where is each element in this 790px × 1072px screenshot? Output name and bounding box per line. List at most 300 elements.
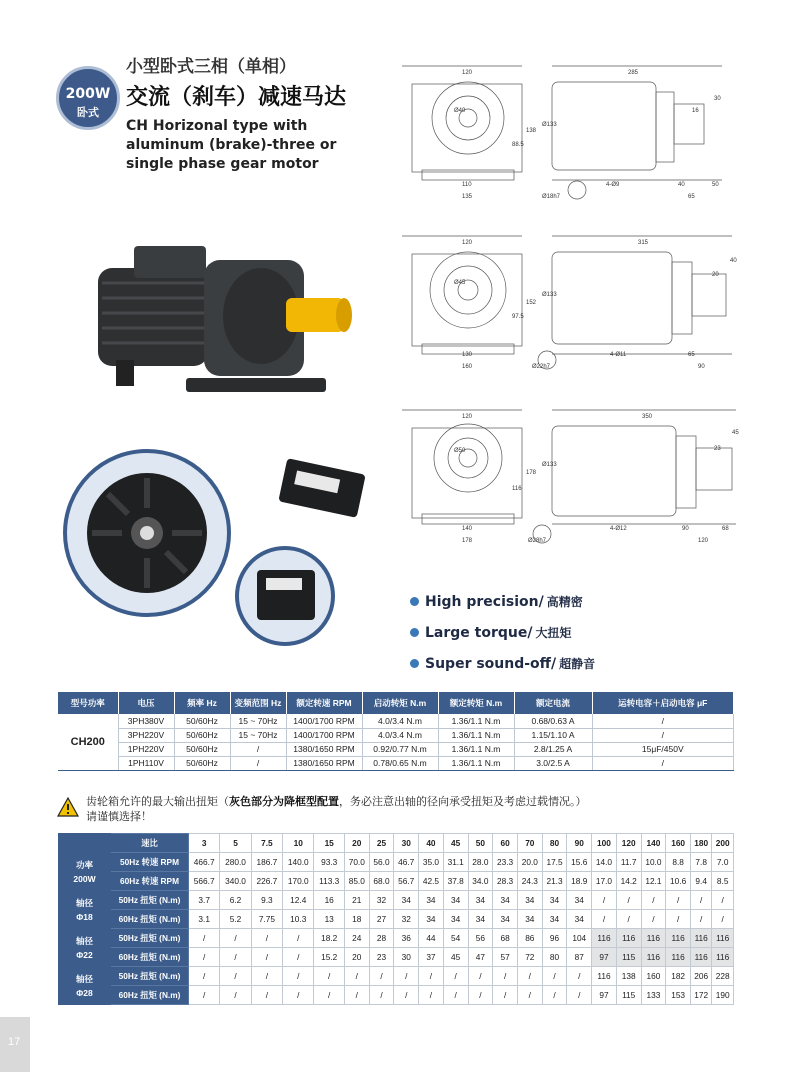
spec-row xyxy=(58,742,734,756)
dim-text: 285 xyxy=(628,70,639,76)
dim-text: 65 xyxy=(688,194,695,200)
torque-cell: / xyxy=(369,986,394,1005)
torque-cell: 182 xyxy=(666,967,691,986)
spec-cell: 1380/1650 RPM xyxy=(286,742,362,756)
torque-cell: / xyxy=(468,986,493,1005)
torque-cell: 34 xyxy=(517,910,542,929)
ratio-cell: 45 xyxy=(443,834,468,853)
torque-cell: 24.3 xyxy=(517,872,542,891)
torque-cell: 7.0 xyxy=(712,853,734,872)
title-cn-line2: 交流（刹车）减速马达 xyxy=(126,85,347,110)
torque-cell: / xyxy=(220,948,251,967)
ratio-cell: 10 xyxy=(283,834,314,853)
ratio-cell: 200 xyxy=(712,834,734,853)
torque-cell: / xyxy=(251,929,282,948)
page-number: 17 xyxy=(8,1036,21,1048)
spec-cell: 1400/1700 RPM xyxy=(286,714,362,728)
torque-cell: / xyxy=(189,948,220,967)
group-name-line1: 轴径 xyxy=(75,973,93,984)
spec-cell: 0.92/0.77 N.m xyxy=(362,742,438,756)
dim-text: 120 xyxy=(462,240,473,246)
torque-cell: / xyxy=(542,967,567,986)
ratio-cell: 90 xyxy=(567,834,592,853)
feature-item xyxy=(410,617,595,648)
warning-line1-bold: 灰色部分为降框型配置 xyxy=(229,795,339,808)
gear-motor-image xyxy=(86,228,366,408)
spec-cell: / xyxy=(230,742,286,756)
torque-cell: 116 xyxy=(690,929,711,948)
spec-cell: 0.68/0.63 A xyxy=(514,714,592,728)
torque-group-cell xyxy=(59,967,111,1005)
ratio-cell: 7.5 xyxy=(251,834,282,853)
spec-header: 启动转矩 N.m xyxy=(362,692,438,714)
torque-cell: 3.7 xyxy=(189,891,220,910)
ratio-cell: 70 xyxy=(517,834,542,853)
torque-row-label: 50Hz 扭矩 (N.m) xyxy=(111,929,189,948)
torque-cell: 28.3 xyxy=(493,872,518,891)
torque-cell: / xyxy=(344,967,369,986)
ratio-cell: 60 xyxy=(493,834,518,853)
group-name-line2: Φ18 xyxy=(76,911,93,922)
spec-cell: 50/60Hz xyxy=(174,714,230,728)
spec-cell: 1400/1700 RPM xyxy=(286,728,362,742)
torque-cell: 87 xyxy=(567,948,592,967)
torque-table xyxy=(58,833,734,1005)
torque-cell: 228 xyxy=(712,967,734,986)
spec-cell: 15 ~ 70Hz xyxy=(230,714,286,728)
dim-text: 90 xyxy=(698,364,705,370)
brake-rectifier-image xyxy=(62,448,372,648)
torque-cell: 72 xyxy=(517,948,542,967)
torque-cell: 8.8 xyxy=(666,853,691,872)
torque-cell: 116 xyxy=(641,929,666,948)
dim-text: 30 xyxy=(714,96,721,102)
torque-cell: 11.7 xyxy=(616,853,641,872)
dim-text: 315 xyxy=(638,240,649,246)
spec-header: 额定转矩 N.m xyxy=(438,692,514,714)
torque-group-cell xyxy=(59,853,111,891)
torque-group-cell xyxy=(59,929,111,967)
torque-cell: 30 xyxy=(394,948,419,967)
torque-cell: 116 xyxy=(666,948,691,967)
torque-cell: 20 xyxy=(344,948,369,967)
torque-group-cell xyxy=(59,891,111,929)
badge-power: 200W xyxy=(65,86,111,102)
torque-cell: / xyxy=(251,967,282,986)
torque-cell: / xyxy=(283,948,314,967)
dim-text: Ø40 xyxy=(454,108,466,114)
torque-cell: 12.1 xyxy=(641,872,666,891)
dim-text: Ø18h7 xyxy=(542,194,561,200)
dim-text: Ø133 xyxy=(542,462,557,468)
torque-cell: 18.9 xyxy=(567,872,592,891)
torque-cell: / xyxy=(220,929,251,948)
torque-cell: 116 xyxy=(712,948,734,967)
feature-cn: 高精密 xyxy=(546,595,583,609)
torque-cell: 15.6 xyxy=(567,853,592,872)
torque-row-label: 60Hz 扭矩 (N.m) xyxy=(111,910,189,929)
torque-cell: 28.0 xyxy=(468,853,493,872)
torque-cell: / xyxy=(666,910,691,929)
torque-row-label: 60Hz 扭矩 (N.m) xyxy=(111,948,189,967)
group-name-line1: 轴径 xyxy=(75,935,93,946)
torque-cell: / xyxy=(283,967,314,986)
torque-cell: 3.1 xyxy=(189,910,220,929)
dim-text: 40 xyxy=(678,182,685,188)
torque-cell: / xyxy=(394,986,419,1005)
torque-cell: 56 xyxy=(468,929,493,948)
dim-text: 65 xyxy=(688,352,695,358)
dim-text: 4-Ø12 xyxy=(610,526,627,532)
torque-cell: 34 xyxy=(517,891,542,910)
ratio-cell: 15 xyxy=(314,834,344,853)
torque-cell: 15.2 xyxy=(314,948,344,967)
spec-header: 电压 xyxy=(118,692,174,714)
torque-cell: 86 xyxy=(517,929,542,948)
torque-cell: 172 xyxy=(690,986,711,1005)
model-cell: CH200 xyxy=(58,714,118,770)
ratio-cell: 140 xyxy=(641,834,666,853)
spec-cell: / xyxy=(592,714,734,728)
torque-cell: 34 xyxy=(419,910,444,929)
ratio-label: 速比 xyxy=(111,834,189,853)
torque-cell: 24 xyxy=(344,929,369,948)
torque-cell: / xyxy=(443,986,468,1005)
feature-cn: 大扭矩 xyxy=(535,626,572,640)
torque-cell: / xyxy=(493,967,518,986)
torque-row xyxy=(59,853,734,872)
torque-row xyxy=(59,929,734,948)
dim-text: 88.5 xyxy=(512,142,524,148)
dim-text: 23 xyxy=(714,446,721,452)
torque-cell: 80 xyxy=(542,948,567,967)
torque-cell: 10.6 xyxy=(666,872,691,891)
dim-text: 178 xyxy=(462,538,473,544)
dim-text: 110 xyxy=(462,182,472,188)
dim-text: 40 xyxy=(730,258,737,264)
torque-cell: / xyxy=(394,967,419,986)
torque-cell: / xyxy=(517,967,542,986)
feature-item xyxy=(410,586,595,617)
torque-cell: / xyxy=(493,986,518,1005)
dim-text: 138 xyxy=(526,128,537,134)
torque-cell: / xyxy=(616,891,641,910)
torque-cell: 10.0 xyxy=(641,853,666,872)
spec-cell: 1380/1650 RPM xyxy=(286,756,362,770)
spec-cell: 15 ~ 70Hz xyxy=(230,728,286,742)
torque-cell: / xyxy=(314,986,344,1005)
bullet-icon xyxy=(410,628,419,637)
dim-text: 97.5 xyxy=(512,314,524,320)
ratio-cell: 80 xyxy=(542,834,567,853)
dim-text: Ø133 xyxy=(542,292,557,298)
dim-text: 45 xyxy=(732,430,739,436)
torque-cell: 34 xyxy=(542,910,567,929)
dim-text: 135 xyxy=(462,194,473,200)
torque-cell: / xyxy=(542,986,567,1005)
feature-sep: / xyxy=(538,593,544,610)
spec-row xyxy=(58,728,734,742)
torque-cell: 14.0 xyxy=(592,853,617,872)
torque-cell: 12.4 xyxy=(283,891,314,910)
torque-row xyxy=(59,910,734,929)
feature-en: High precision xyxy=(425,593,539,610)
torque-cell: 6.2 xyxy=(220,891,251,910)
ratio-cell: 40 xyxy=(419,834,444,853)
torque-cell: 14.2 xyxy=(616,872,641,891)
spec-cell: / xyxy=(592,756,734,770)
dimension-drawing-3 xyxy=(392,406,752,544)
feature-en: Super sound-off xyxy=(425,655,552,672)
spec-cell: 1PH110V xyxy=(118,756,174,770)
title-en: CH Horizonal type with aluminum (brake)-three or single phase gear motor xyxy=(126,118,337,172)
badge-type: 卧式 xyxy=(77,106,99,119)
torque-cell: 8.5 xyxy=(712,872,734,891)
feature-sep: / xyxy=(551,655,557,672)
torque-cell: 115 xyxy=(616,986,641,1005)
torque-cell: 97 xyxy=(592,986,617,1005)
dim-text: 90 xyxy=(682,526,689,532)
torque-cell: / xyxy=(712,891,734,910)
dim-text: 120 xyxy=(462,414,473,420)
torque-cell: 116 xyxy=(592,967,617,986)
spec-header: 额定电流 xyxy=(514,692,592,714)
torque-cell: 44 xyxy=(419,929,444,948)
torque-cell: / xyxy=(220,967,251,986)
torque-cell: 36 xyxy=(394,929,419,948)
torque-cell: / xyxy=(344,986,369,1005)
torque-cell: 21.3 xyxy=(542,872,567,891)
dim-text: 178 xyxy=(526,470,537,476)
torque-cell: 340.0 xyxy=(220,872,251,891)
torque-cell: 104 xyxy=(567,929,592,948)
spec-header: 频率 Hz xyxy=(174,692,230,714)
torque-cell: 116 xyxy=(592,929,617,948)
ratio-cell: 100 xyxy=(592,834,617,853)
spec-cell: 50/60Hz xyxy=(174,728,230,742)
feature-item xyxy=(410,648,595,679)
spec-header: 额定转速 RPM xyxy=(286,692,362,714)
torque-cell: 56.7 xyxy=(394,872,419,891)
ratio-cell: 50 xyxy=(468,834,493,853)
torque-cell: 20.0 xyxy=(517,853,542,872)
torque-cell: 85.0 xyxy=(344,872,369,891)
group-name-line2: 200W xyxy=(73,873,96,884)
dim-text: 120 xyxy=(462,70,473,76)
ratio-cell: 160 xyxy=(666,834,691,853)
feature-sep: / xyxy=(527,624,533,641)
torque-cell: 140.0 xyxy=(283,853,314,872)
group-name-line1: 轴径 xyxy=(75,897,93,908)
torque-cell: 27 xyxy=(369,910,394,929)
spec-cell: 3.0/2.5 A xyxy=(514,756,592,770)
torque-cell: 34 xyxy=(394,891,419,910)
spec-header-row xyxy=(58,692,734,714)
torque-cell: 54 xyxy=(443,929,468,948)
torque-cell: 34 xyxy=(493,910,518,929)
torque-cell: 93.3 xyxy=(314,853,344,872)
torque-cell: 34 xyxy=(542,891,567,910)
spec-cell: 4.0/3.4 N.m xyxy=(362,728,438,742)
torque-row-label: 50Hz 转速 RPM xyxy=(111,853,189,872)
spec-cell: 15μF/450V xyxy=(592,742,734,756)
torque-cell: 17.0 xyxy=(592,872,617,891)
torque-row-label: 50Hz 扭矩 (N.m) xyxy=(111,967,189,986)
dim-text: Ø22h7 xyxy=(532,364,551,370)
feature-list xyxy=(410,586,595,679)
torque-cell: / xyxy=(567,967,592,986)
spec-cell: 2.8/1.25 A xyxy=(514,742,592,756)
dim-text: 140 xyxy=(462,526,473,532)
torque-cell: 21 xyxy=(344,891,369,910)
torque-row xyxy=(59,948,734,967)
dim-text: Ø28h7 xyxy=(528,538,547,544)
torque-cell: / xyxy=(666,891,691,910)
torque-row-label: 60Hz 转速 RPM xyxy=(111,872,189,891)
torque-cell: 116 xyxy=(666,929,691,948)
torque-cell: 160 xyxy=(641,967,666,986)
torque-cell: / xyxy=(251,986,282,1005)
group-name-line1: 功率 xyxy=(75,859,93,870)
dim-text: 116 xyxy=(512,486,522,492)
torque-cell: / xyxy=(690,891,711,910)
warning-line2: 请谨慎选择！ xyxy=(86,810,152,823)
torque-row-label: 50Hz 扭矩 (N.m) xyxy=(111,891,189,910)
torque-cell: 97 xyxy=(592,948,617,967)
torque-cell: 70.0 xyxy=(344,853,369,872)
torque-cell: 116 xyxy=(641,948,666,967)
torque-cell: 34 xyxy=(443,910,468,929)
spec-table xyxy=(58,692,734,771)
dim-text: Ø50 xyxy=(454,448,466,454)
torque-cell: 190 xyxy=(712,986,734,1005)
torque-cell: 133 xyxy=(641,986,666,1005)
dim-text: 68 xyxy=(722,526,729,532)
torque-cell: 116 xyxy=(690,948,711,967)
torque-cell: 566.7 xyxy=(189,872,220,891)
torque-cell: / xyxy=(443,967,468,986)
torque-cell: / xyxy=(419,986,444,1005)
torque-cell: 116 xyxy=(616,929,641,948)
dim-text: 120 xyxy=(698,538,709,544)
torque-cell: / xyxy=(616,910,641,929)
spec-cell: 1.36/1.1 N.m xyxy=(438,714,514,728)
torque-row-label: 60Hz 扭矩 (N.m) xyxy=(111,986,189,1005)
torque-cell: 35.0 xyxy=(419,853,444,872)
spec-cell: 0.78/0.65 N.m xyxy=(362,756,438,770)
spec-cell: / xyxy=(592,728,734,742)
feature-cn: 超静音 xyxy=(559,657,596,671)
ratio-cell: 5 xyxy=(220,834,251,853)
torque-cell: / xyxy=(517,986,542,1005)
torque-cell: / xyxy=(690,910,711,929)
torque-cell: 7.75 xyxy=(251,910,282,929)
dim-text: 20 xyxy=(712,272,719,278)
torque-cell: 68 xyxy=(493,929,518,948)
torque-cell: / xyxy=(251,948,282,967)
torque-cell: 16 xyxy=(314,891,344,910)
torque-cell: 206 xyxy=(690,967,711,986)
warning-line1-post: ，务必注意出轴的径向承受扭矩及考虑过载情况。） xyxy=(339,795,587,808)
bullet-icon xyxy=(410,597,419,606)
spec-cell: 50/60Hz xyxy=(174,742,230,756)
torque-cell: / xyxy=(592,891,617,910)
dimension-drawing-1 xyxy=(392,62,752,200)
torque-cell: 42.5 xyxy=(419,872,444,891)
spec-cell: 3PH220V xyxy=(118,728,174,742)
torque-cell: 31.1 xyxy=(443,853,468,872)
torque-cell: / xyxy=(641,891,666,910)
torque-cell: 226.7 xyxy=(251,872,282,891)
bullet-icon xyxy=(410,659,419,668)
ratio-cell: 180 xyxy=(690,834,711,853)
dim-text: Ø133 xyxy=(542,122,557,128)
torque-cell: 13 xyxy=(314,910,344,929)
torque-cell: 280.0 xyxy=(220,853,251,872)
dim-text: 4-Ø11 xyxy=(610,352,627,358)
dim-text: 16 xyxy=(692,108,699,114)
torque-cell: / xyxy=(369,967,394,986)
dim-text: 50 xyxy=(712,182,719,188)
torque-cell: 34.0 xyxy=(468,872,493,891)
feature-en: Large torque xyxy=(425,624,528,641)
torque-cell: 115 xyxy=(616,948,641,967)
torque-cell: 57 xyxy=(493,948,518,967)
torque-row xyxy=(59,872,734,891)
torque-cell: 32 xyxy=(369,891,394,910)
torque-corner-cell xyxy=(59,834,111,853)
group-name-line2: Φ22 xyxy=(76,949,93,960)
torque-row xyxy=(59,986,734,1005)
torque-cell: 5.2 xyxy=(220,910,251,929)
warning-line1-pre: 齿轮箱允许的最大输出扭矩（ xyxy=(86,795,229,808)
torque-cell: 32 xyxy=(394,910,419,929)
spec-cell: / xyxy=(230,756,286,770)
torque-cell: 28 xyxy=(369,929,394,948)
torque-cell: / xyxy=(189,986,220,1005)
torque-cell: 23 xyxy=(369,948,394,967)
torque-cell: / xyxy=(283,986,314,1005)
spec-cell: 3PH380V xyxy=(118,714,174,728)
spec-header: 变频范围 Hz xyxy=(230,692,286,714)
torque-cell: / xyxy=(220,986,251,1005)
torque-cell: 37.8 xyxy=(443,872,468,891)
spec-cell: 4.0/3.4 N.m xyxy=(362,714,438,728)
torque-cell: / xyxy=(712,910,734,929)
dimension-drawing-2 xyxy=(392,232,752,370)
dim-text: 350 xyxy=(642,414,653,420)
torque-cell: 68.0 xyxy=(369,872,394,891)
spec-cell: 1PH220V xyxy=(118,742,174,756)
torque-cell: 116 xyxy=(712,929,734,948)
torque-cell: 46.7 xyxy=(394,853,419,872)
torque-cell: / xyxy=(419,967,444,986)
spec-cell: 50/60Hz xyxy=(174,756,230,770)
torque-cell: 34 xyxy=(567,910,592,929)
ratio-cell: 20 xyxy=(344,834,369,853)
warning-text xyxy=(86,794,686,824)
torque-cell: 34 xyxy=(468,891,493,910)
dim-text: 4-Ø9 xyxy=(606,182,620,188)
torque-row xyxy=(59,891,734,910)
torque-cell: 34 xyxy=(419,891,444,910)
torque-cell: 96 xyxy=(542,929,567,948)
spec-cell: 1.36/1.1 N.m xyxy=(438,742,514,756)
torque-cell: 34 xyxy=(493,891,518,910)
torque-cell: 45 xyxy=(443,948,468,967)
power-badge xyxy=(56,66,120,130)
dim-text: Ø45 xyxy=(454,280,466,286)
